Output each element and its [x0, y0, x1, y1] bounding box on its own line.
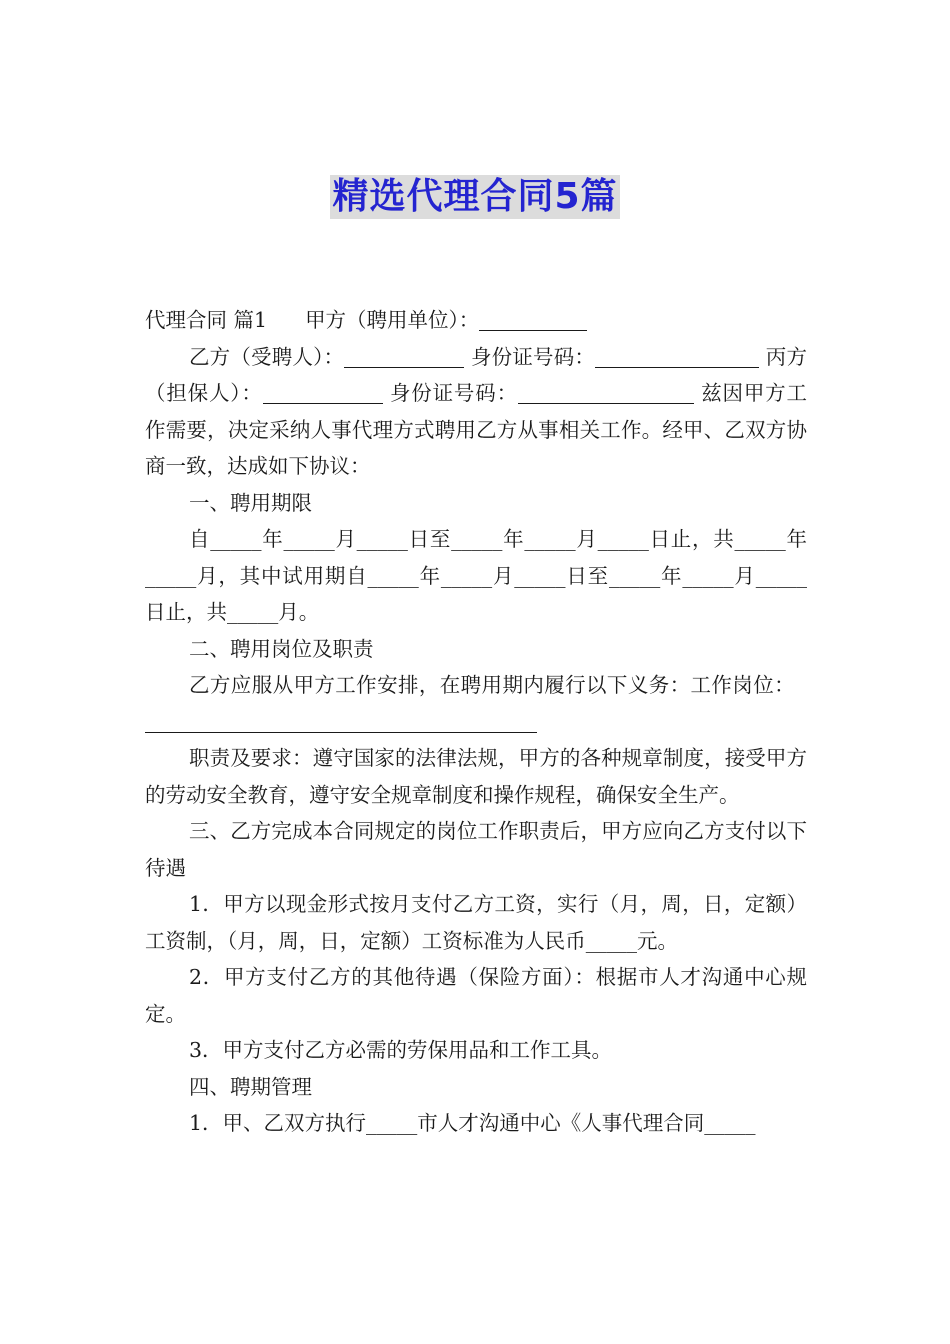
item-4-paragraph: 1．甲、乙双方执行_____市人才沟通中心《人事代理合同_____	[189, 1111, 756, 1135]
section-4-heading: 四、聘期管理	[189, 1074, 312, 1099]
item-3-paragraph: 3．甲方支付乙方必需的劳保用品和工作工具。	[189, 1038, 613, 1062]
item-2-paragraph: 2．甲方支付乙方的其他待遇（保险方面）：根据市人才沟通中心规定。	[145, 965, 807, 1026]
party-c-id-blank	[518, 379, 684, 404]
party-c-id-blank-cont	[684, 379, 694, 404]
party-c-id-label: 身份证号码：	[382, 381, 518, 405]
contract-header-line	[145, 302, 807, 339]
contract-body	[145, 302, 807, 1142]
section-3-heading: 三、乙方完成本合同规定的岗位工作职责后，甲方应向乙方支付以下待遇	[145, 819, 807, 880]
position-blank	[145, 708, 537, 733]
party-a-label: 甲方（聘用单位）：	[305, 308, 480, 332]
section-1-heading: 一、聘用期限	[189, 490, 312, 515]
parties-paragraph	[145, 339, 807, 485]
parties-intro-text: 兹因甲方工作需要，决定采纳人事代理方式聘用乙方从事相关工作。经甲、乙双方协商一致，达成如下协议：	[145, 381, 807, 478]
document-title-text: 精选代理合同5篇	[332, 176, 618, 217]
contract-heading: 代理合同 篇1	[145, 308, 268, 332]
party-a-blank	[479, 306, 587, 331]
document-title	[0, 175, 950, 225]
party-c-label: 丙方（担保人）：	[145, 344, 807, 405]
party-b-blank	[344, 343, 464, 368]
party-b-id-blank-cont	[737, 343, 759, 368]
duty-position-text: 乙方应服从甲方工作安排，在聘用期内履行以下义务：工作岗位：	[189, 673, 795, 697]
party-c-blank	[263, 379, 383, 404]
term-paragraph: 自_____年_____月_____日至_____年_____月_____日止，共_____年_____月，其中试用期自_____年_____月_____日至_____年_____月_____日止，共_____月。	[145, 527, 807, 624]
section-2-heading: 二、聘用岗位及职责	[189, 636, 374, 661]
duty-requirements-paragraph: 职责及要求：遵守国家的法律法规，甲方的各种规章制度，接受甲方的劳动安全教育，遵守安全规章制度和操作规程，确保安全生产。	[145, 746, 807, 807]
item-1-paragraph: 1．甲方以现金形式按月支付乙方工资，实行（月，周，日，定额）工资制，（月，周，日，定额）工资标准为人民币_____元。	[145, 892, 807, 953]
party-b-id-label: 身份证号码：	[464, 344, 596, 369]
party-b-id-blank	[595, 343, 737, 368]
party-b-label: 乙方（受聘人）：	[189, 344, 345, 369]
duty-paragraph	[145, 667, 807, 740]
